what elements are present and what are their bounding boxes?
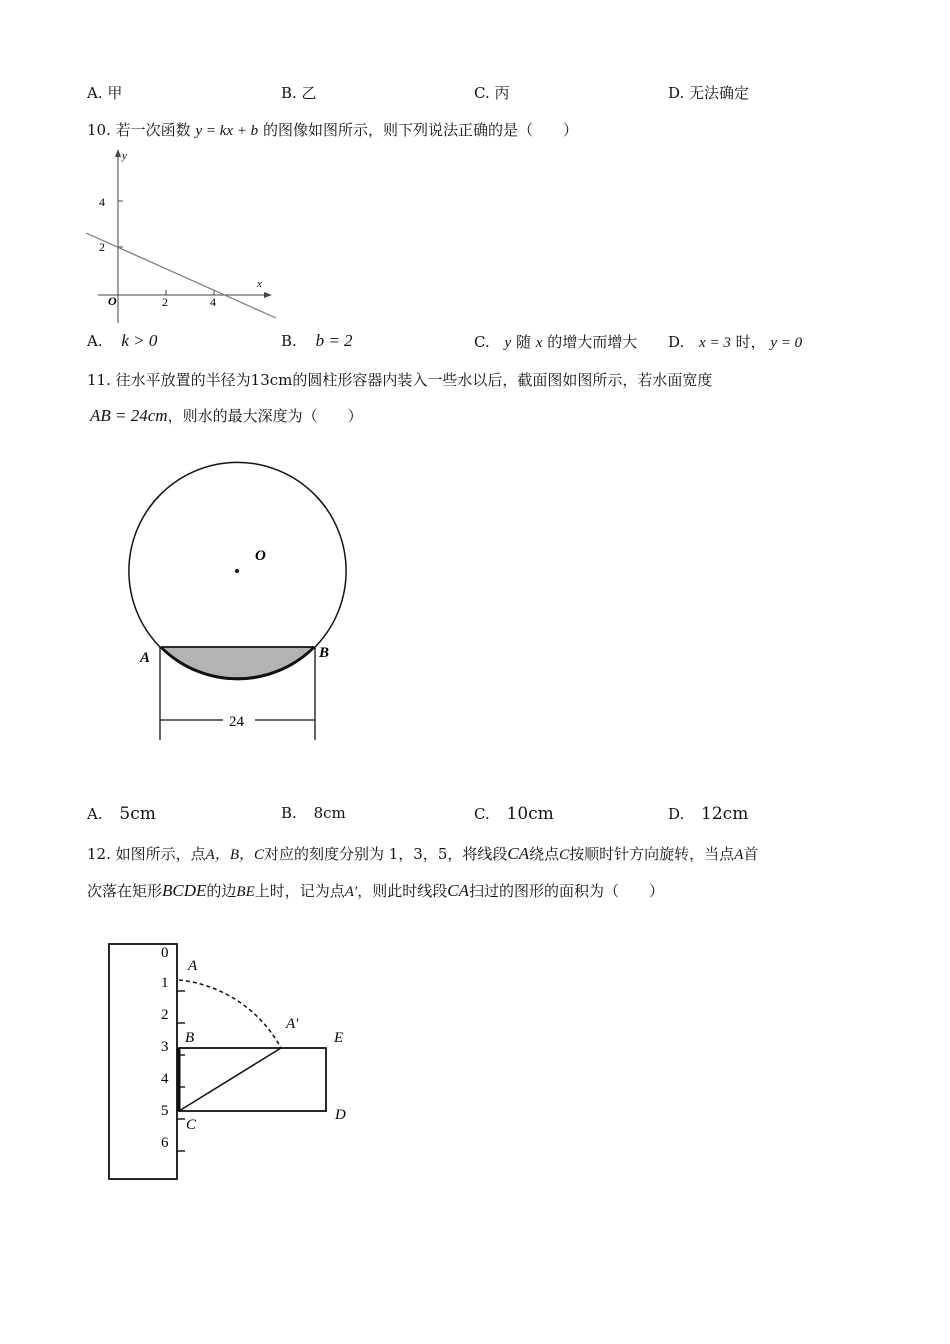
q11-option-b-text: 8cm [313, 804, 346, 822]
q11-center-label: O [255, 548, 266, 564]
q11-option-d-text: 12cm [701, 804, 749, 824]
q10-option-d-letter: D. [668, 333, 685, 351]
q10-graph [80, 145, 290, 330]
q10-option-c [474, 331, 637, 352]
q10-option-d-eq1: x = 3 [699, 335, 731, 351]
q12-line2-rect: BCDE [162, 881, 207, 900]
q11-line2-formula: AB = 24cm [90, 406, 168, 425]
q10-x-arrow [264, 292, 272, 298]
q12-line1-c: 绕点 [529, 845, 560, 863]
q12-label-c: C [186, 1117, 197, 1133]
q12-line1-d: 按顺时针方向旋转，当点 [569, 845, 735, 863]
q11-stem-line1 [87, 369, 712, 390]
q12-label-a-prime: A′ [286, 1016, 299, 1032]
q10-number: 10. [87, 121, 111, 139]
q12-ruler-number-5: 5 [161, 1103, 169, 1119]
q10-stem [87, 119, 578, 140]
q11-number: 11. [87, 371, 111, 389]
q10-option-b [281, 331, 353, 351]
q10-option-d [668, 331, 802, 352]
q11-option-b-letter: B. [281, 804, 297, 822]
q10-tick-x4-label: 4 [210, 295, 216, 309]
q11-line1-post: 的圆柱形容器内装入一些水以后，截面图如图所示，若水面宽度 [292, 371, 713, 389]
q12-number: 12. [87, 845, 111, 863]
q12-line2-pt: A′ [344, 884, 358, 900]
q12-ruler-number-2: 2 [161, 1007, 169, 1023]
q10-option-a-text: k > 0 [121, 331, 158, 350]
q12-line2-d: ，则此时线段 [357, 882, 448, 900]
q12-line1-pts: A，B，C [205, 847, 264, 863]
q9-option-d: D. 无法确定 [668, 84, 750, 102]
q12-line1-e: 首 [743, 845, 759, 863]
q12-segment-ca-prime [179, 1048, 281, 1111]
q10-option-d-mid: 时， [735, 333, 766, 351]
q10-option-c-letter: C. [474, 333, 490, 351]
q10-option-c-var1: y [504, 335, 512, 351]
q11-line2-post: ，则水的最大深度为（ ） [167, 407, 363, 425]
q12-line2-a: 次落在矩形 [87, 882, 163, 900]
q12-label-a: A [188, 958, 198, 974]
q12-ruler-number-6: 6 [161, 1135, 169, 1151]
q10-option-c-var2: x [535, 335, 543, 351]
q11-option-b [281, 804, 346, 822]
q11-label-b: B [319, 645, 330, 661]
q11-stem-line2 [90, 405, 363, 426]
q9-option-c: C. 丙 [474, 84, 510, 102]
q11-width-label: 24 [229, 714, 244, 730]
q10-option-c-mid: 随 [515, 333, 531, 351]
q10-option-b-text: b = 2 [315, 331, 353, 350]
q12-line2-e: 扫过的图形的面积为（ ） [468, 882, 664, 900]
q12-line2-b: 的边 [206, 882, 237, 900]
q11-label-a: A [140, 650, 151, 666]
q11-figure [120, 450, 360, 750]
q11-option-d-letter: D. [668, 805, 685, 823]
q10-option-b-letter: B. [281, 332, 297, 350]
q10-x-label: x [257, 278, 262, 290]
q12-figure [100, 935, 360, 1190]
q12-label-b: B [185, 1030, 195, 1046]
q12-line2-seg: CA [447, 881, 469, 900]
q11-option-d [668, 804, 748, 824]
q10-stem-pre: 若一次函数 [115, 121, 191, 139]
q12-label-d: D [335, 1107, 346, 1123]
q12-label-e: E [334, 1030, 344, 1046]
q10-option-a [87, 331, 157, 351]
q12-rectangle-bcde [179, 1048, 326, 1111]
q10-stem-formula: y = kx + b [195, 123, 259, 139]
q11-option-a [87, 804, 156, 824]
q11-option-c-letter: C. [474, 805, 490, 823]
q12-stem-line1 [87, 843, 758, 864]
q10-y-arrow [115, 149, 121, 157]
q9-option-b: B. 乙 [281, 84, 317, 102]
q12-ruler-number-3: 3 [161, 1039, 169, 1055]
q11-option-a-text: 5cm [119, 804, 156, 824]
q11-option-c-text: 10cm [506, 804, 554, 824]
q12-ruler-number-1: 1 [161, 975, 169, 991]
q11-option-a-letter: A. [87, 805, 103, 823]
q9-option-a: A. 甲 [87, 84, 123, 102]
q10-tick-x2-label: 2 [162, 295, 168, 309]
q11-water-region [161, 647, 314, 679]
q10-tick-y2-label: 2 [99, 240, 105, 254]
q12-ruler-number-4: 4 [161, 1071, 169, 1087]
q10-option-d-eq2: y = 0 [770, 335, 803, 351]
q11-option-c [474, 804, 554, 824]
q10-y-label: y [122, 150, 127, 162]
q12-line2-edge: BE [236, 884, 255, 900]
q10-option-c-post: 的增大而增大 [547, 333, 638, 351]
q11-line1-pre: 往水平放置的半径为 [115, 371, 251, 389]
q12-line1-pt2: A [734, 847, 744, 863]
q12-line1-a: 如图所示，点 [115, 845, 206, 863]
q10-tick-y4-label: 4 [99, 195, 105, 209]
q10-origin-label: O [108, 294, 117, 308]
q10-option-a-letter: A. [87, 332, 103, 350]
q10-stem-post: 的图像如图所示，则下列说法正确的是（ ） [262, 121, 578, 139]
q12-rotation-arc [179, 980, 281, 1048]
q12-line1-seg: CA [507, 844, 530, 863]
q12-ruler-number-0: 0 [161, 945, 169, 961]
q12-line1-pt: C [559, 847, 570, 863]
q12-line1-b: 对应的刻度分别为 1，3，5，将线段 [264, 845, 508, 863]
q11-center-point [235, 569, 239, 573]
q12-line2-c: 上时，记为点 [254, 882, 345, 900]
q11-line1-val: 13cm [250, 371, 293, 389]
q12-stem-line2 [87, 880, 664, 901]
